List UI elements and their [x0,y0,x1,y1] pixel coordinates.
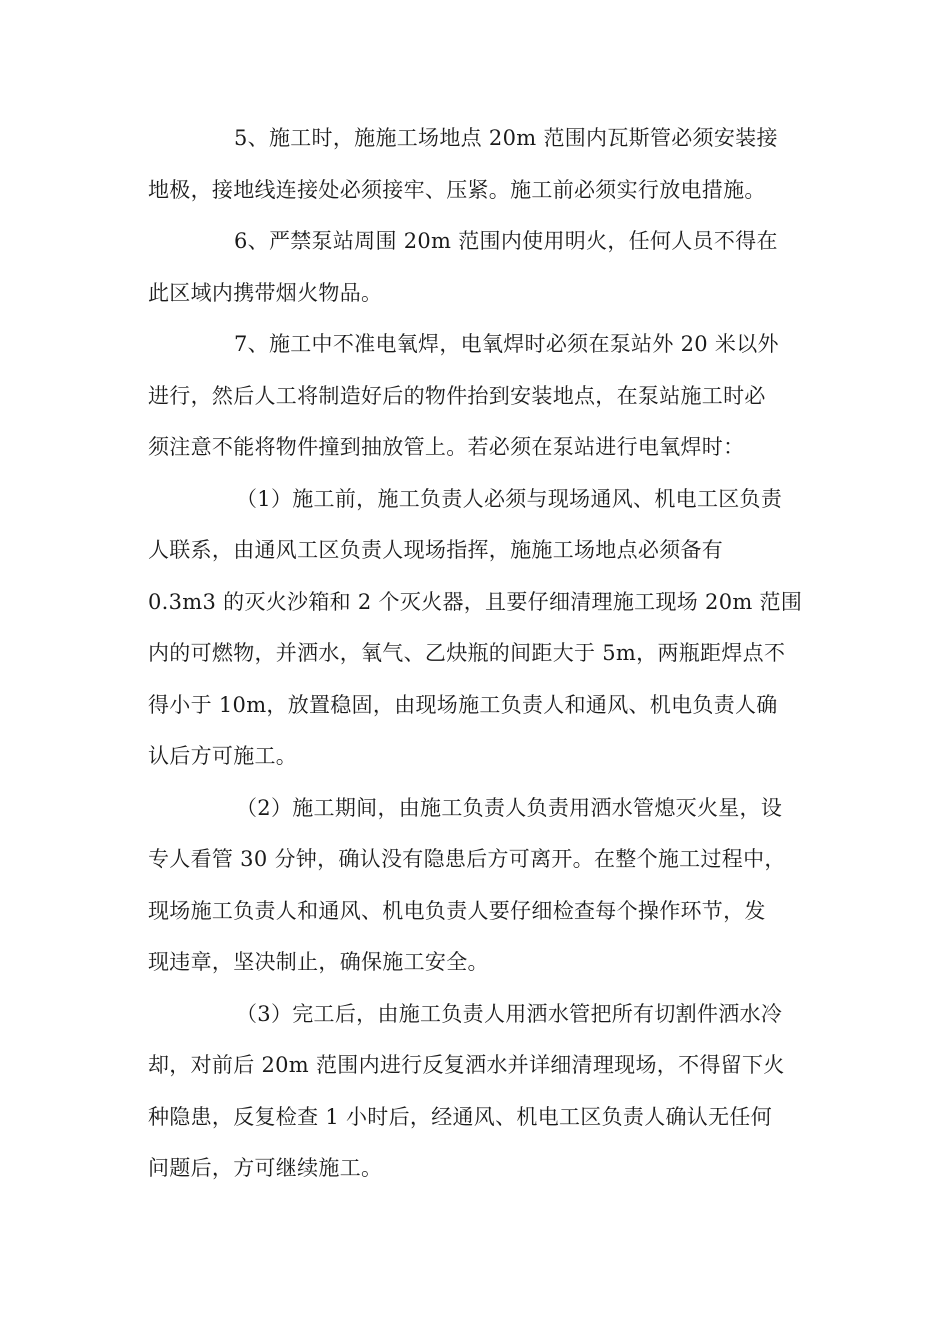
paragraph-5-line-1: 5、施工时，施施工场地点 20m 范围内瓦斯管必须安装接 [234,126,778,150]
paragraph-6-line-1: 6、严禁泵站周围 20m 范围内使用明火，任何人员不得在 [234,229,778,253]
item-1-line-3: 0.3m3 的灭火沙箱和 2 个灭火器，且要仔细清理施工现场 20m 范围 [148,590,803,614]
item-1-line-1: （1）施工前，施工负责人必须与现场通风、机电工区负责 [236,487,783,511]
paragraph-6-line-2: 此区域内携带烟火物品。 [148,281,383,305]
item-2-line-1: （2）施工期间，由施工负责人负责用洒水管熄灭火星，设 [236,796,783,820]
item-1-line-5: 得小于 10m，放置稳固，由现场施工负责人和通风、机电负责人确 [148,693,778,717]
item-2-line-3: 现场施工负责人和通风、机电负责人要仔细检查每个操作环节，发 [148,899,766,923]
item-3-line-4: 问题后，方可继续施工。 [148,1156,383,1180]
paragraph-7-line-1: 7、施工中不准电氧焊，电氧焊时必须在泵站外 20 米以外 [234,332,779,356]
item-1-line-4: 内的可燃物，并洒水，氧气、乙炔瓶的间距大于 5m，两瓶距焊点不 [148,641,786,665]
paragraph-7-line-2: 进行，然后人工将制造好后的物件抬到安装地点，在泵站施工时必 [148,384,766,408]
paragraph-5-line-2: 地极，接地线连接处必须接牢、压紧。施工前必须实行放电措施。 [148,178,766,202]
item-3-line-2: 却，对前后 20m 范围内进行反复洒水并详细清理现场，不得留下火 [148,1053,785,1077]
item-1-line-6: 认后方可施工。 [148,744,298,768]
paragraph-7-line-3: 须注意不能将物件撞到抽放管上。若必须在泵站进行电氧焊时： [148,435,745,459]
item-3-line-1: （3）完工后，由施工负责人用洒水管把所有切割件洒水冷 [236,1002,783,1026]
item-2-line-4: 现违章，坚决制止，确保施工安全。 [148,950,489,974]
item-2-line-2: 专人看管 30 分钟，确认没有隐患后方可离开。在整个施工过程中， [148,847,786,871]
item-3-line-3: 种隐患，反复检查 1 小时后，经通风、机电工区负责人确认无任何 [148,1105,773,1129]
item-1-line-2: 人联系，由通风工区负责人现场指挥，施施工场地点必须备有 [148,538,724,562]
